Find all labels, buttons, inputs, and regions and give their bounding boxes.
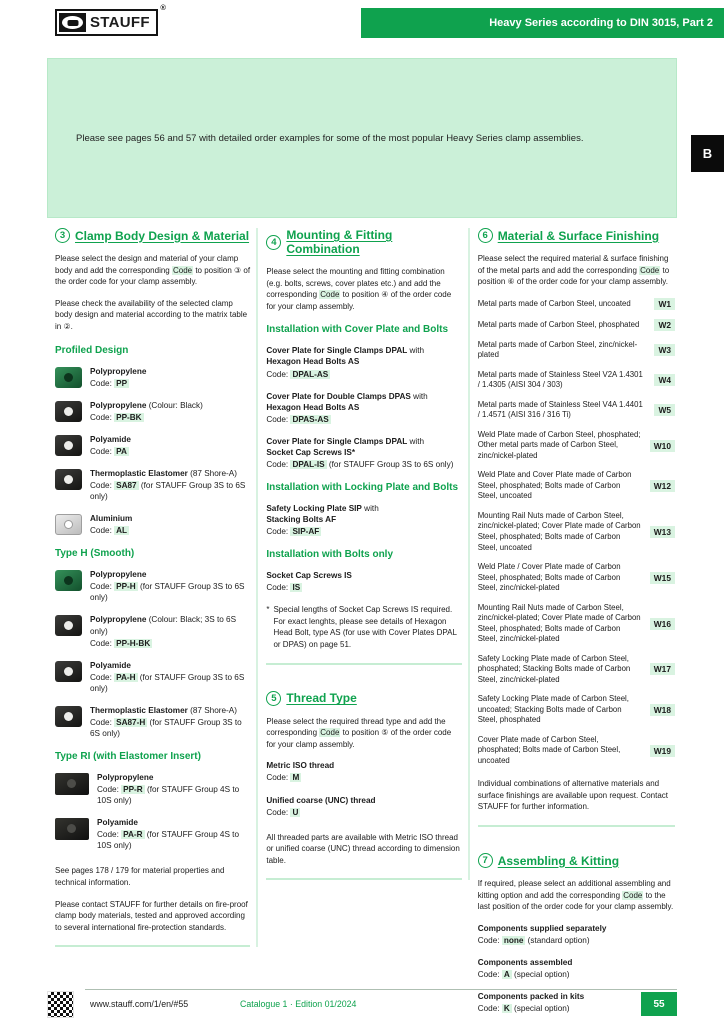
code-value: PP	[116, 378, 128, 388]
section-7-number: 7	[478, 853, 493, 868]
stauff-logo-mark-icon	[59, 13, 86, 32]
option-item	[478, 957, 675, 980]
item-name	[266, 570, 461, 581]
item-name-bold: Unified coarse (UNC) thread	[266, 795, 376, 805]
item-code-line: Code: AL	[90, 526, 128, 536]
finishing-code: W13	[650, 526, 675, 538]
code-highlight: Code	[320, 290, 340, 300]
code-highlight: Code	[640, 265, 660, 275]
clamp-icon	[55, 469, 82, 490]
item-name-bold: Hexagon Head Bolts AS	[266, 357, 360, 367]
item-name	[266, 760, 461, 771]
code-value: SA87-H	[116, 717, 146, 727]
page-number-badge: 55	[641, 992, 677, 1016]
item-name-bold: Socket Cap Screws IS*	[266, 447, 356, 457]
clamp-icon	[55, 435, 82, 456]
code-value: PA	[116, 446, 127, 456]
item-name	[266, 447, 461, 458]
section-7-title: Assembling & Kitting	[497, 853, 620, 868]
finishing-description: Metal parts made of Carbon Steel, uncoated	[477, 298, 631, 308]
finishing-code: W3	[654, 344, 675, 356]
finishing-row	[478, 340, 675, 361]
column-finishing-kitting	[478, 228, 675, 1024]
item-code-line: Code: PP-H-BK	[90, 638, 151, 648]
option-item	[478, 923, 675, 946]
item-code-line: Code: PP-BK	[90, 412, 142, 422]
section-5-header	[266, 691, 461, 706]
code-value: U	[292, 807, 299, 817]
code-highlight: Code	[172, 265, 193, 275]
code-value: SA87	[116, 481, 137, 490]
finishing-table	[478, 298, 675, 767]
material-item	[55, 366, 250, 389]
fitting-groups	[266, 324, 461, 593]
item-name	[90, 660, 250, 671]
section-3-number: 3	[55, 228, 70, 243]
item-code-line: Code: SA87 (for STAUFF Group 3S to 6S only)	[90, 481, 246, 502]
item-code-line: Code: SA87-H (for STAUFF Group 3S to 6S only)	[90, 717, 242, 738]
item-name-bold: Polypropylene	[90, 615, 147, 625]
section-4-number: 4	[266, 235, 281, 250]
fitting-item	[266, 503, 461, 537]
material-item-text	[97, 817, 250, 851]
item-name-bold: Components packed in kits	[477, 992, 585, 1002]
finishing-row	[478, 370, 675, 391]
option-item	[266, 795, 461, 818]
finishing-description: Metal parts made of Stainless Steel V4A 1.4401 / 1.4571 (AISI 316 / 316 Ti)	[477, 399, 643, 420]
finishing-row	[478, 562, 675, 594]
footnote-mark: *	[266, 605, 270, 615]
finishing-code: W17	[650, 663, 675, 675]
finishing-code: W10	[650, 440, 675, 452]
group-heading: Installation with Bolts only	[266, 549, 394, 561]
section-4-title: Mounting & Fitting Combination	[286, 228, 393, 256]
finishing-code: W5	[654, 404, 675, 416]
clamp-hole	[64, 407, 73, 416]
finishing-row	[478, 654, 675, 686]
clamp-icon	[55, 570, 82, 591]
finishing-row	[478, 603, 675, 645]
page-title-banner: Heavy Series according to DIN 3015, Part 2	[361, 8, 724, 38]
item-code-line: Code: U	[266, 807, 299, 817]
section-6-intro: Please select the required material & surface finishing of the metal parts and add the corresponding Code to position ⑥ of the order code for your clamp assembly.	[477, 254, 670, 287]
fitting-item	[266, 570, 461, 593]
qr-code	[47, 991, 74, 1018]
material-item-text	[90, 400, 203, 423]
item-name	[90, 513, 132, 524]
code-value: M	[292, 773, 300, 783]
column-mounting-thread	[266, 228, 469, 880]
clamp-icon	[55, 401, 82, 422]
item-name	[478, 923, 675, 934]
finishing-code: W19	[650, 745, 675, 757]
group-heading: Installation with Locking Plate and Bolts	[266, 481, 459, 493]
clamp-icon	[55, 367, 82, 388]
material-item	[55, 660, 250, 694]
finishing-description: Mounting Rail Nuts made of Carbon Steel, zinc/nickel-plated; Cover Plate made of Carbon Steel, phosphated; Bolts made of Carbon Steel, zinc/nickel-plated	[477, 602, 641, 644]
item-name	[266, 356, 461, 367]
stauff-logo-text: STAUFF	[90, 14, 150, 31]
item-code-line: Code: SIP-AF	[266, 527, 320, 537]
finishing-row	[478, 430, 675, 462]
item-name	[90, 434, 131, 445]
group-heading: Installation with Cover Plate and Bolts	[266, 324, 449, 336]
item-code-line: Code: DPAL-AS	[266, 369, 329, 379]
section-6-header	[478, 228, 675, 243]
finishing-code: W1	[654, 298, 675, 310]
clamp-hole	[64, 712, 73, 721]
item-name-bold: Aluminium	[90, 514, 133, 524]
option-item	[266, 760, 461, 783]
item-name	[97, 817, 250, 828]
group-heading: Profiled Design	[55, 344, 129, 356]
code-highlight: Code	[623, 890, 643, 900]
finishing-row	[478, 319, 675, 331]
material-item-text	[90, 569, 250, 603]
finishing-description: Weld Plate and Cover Plate made of Carbon Steel, phosphated; Bolts made of Carbon Steel, uncoated	[477, 470, 632, 501]
clamp-hole	[64, 621, 73, 630]
item-code-line: Code: PP	[90, 378, 128, 388]
footer-catalogue-edition: Catalogue 1 · Edition 01/2024	[240, 999, 357, 1009]
finishing-row	[478, 298, 675, 310]
notice-text: Please see pages 56 and 57 with detailed order examples for some of the most popular Heavy Series clamp assemblies.	[76, 132, 584, 144]
footnote-text: Special lengths of Socket Cap Screws IS required. For exact lenghts, please see details of Hexagon Head Bolt, type AS (for use with Cover Plates DPAL or DPAS) on page 51.	[273, 605, 457, 650]
item-name-bold: Thermoplastic Elastomer	[90, 705, 188, 715]
finishing-code: W12	[650, 480, 675, 492]
item-name: Polypropylene (Colour: Black)	[90, 400, 203, 410]
clamp-icon	[55, 773, 89, 795]
code-value: AL	[116, 526, 128, 536]
material-item	[55, 400, 250, 423]
item-code-line: Code: A (special option)	[477, 970, 570, 980]
item-name-bold: Cover Plate for Single Clamps DPAL	[266, 436, 408, 446]
item-code-line: Code: PP-H (for STAUFF Group 3S to 6S only)	[90, 582, 245, 603]
finishing-description: Weld Plate made of Carbon Steel, phosphated; Other metal parts made of Carbon Steel, zinc/nickel-plated	[477, 429, 641, 460]
finishing-code: W15	[650, 572, 675, 584]
material-item-text	[90, 513, 132, 536]
clamp-hole	[64, 667, 73, 676]
finishing-code: W18	[650, 704, 675, 716]
item-name: Cover Plate for Double Clamps DPAS with	[266, 391, 428, 401]
item-name: Cover Plate for Single Clamps DPAL with	[266, 346, 425, 356]
item-name	[266, 402, 461, 413]
item-name: Cover Plate for Single Clamps DPAL with	[266, 436, 425, 446]
item-code-line: Code: PA	[90, 446, 127, 456]
content-columns	[55, 228, 675, 1024]
material-item-text	[90, 660, 250, 694]
section-4-header	[266, 228, 461, 256]
item-name-bold: Cover Plate for Single Clamps DPAL	[266, 346, 408, 356]
material-item-text	[90, 434, 131, 457]
item-name: Safety Locking Plate SIP with	[266, 503, 379, 513]
item-name-bold: Socket Cap Screws IS	[266, 571, 352, 581]
group-heading: Type RI (with Elastomer Insert)	[55, 751, 201, 762]
item-name	[266, 795, 461, 806]
section-5-title: Thread Type	[286, 691, 357, 706]
item-code-line: Code: DPAS-AS	[266, 414, 329, 424]
section-3-header	[55, 228, 250, 243]
section-5-note: All threaded parts are available with Metric ISO thread or unified coarse (UNC) thread according to dimension table.	[266, 832, 460, 865]
finishing-code: W4	[654, 374, 675, 386]
material-item	[55, 434, 250, 457]
item-name-bold: Polyamide	[90, 660, 131, 670]
code-value: PA-H	[116, 672, 136, 682]
material-item	[55, 772, 250, 806]
section-gap	[478, 827, 675, 853]
item-code-line: Code: PP-R (for STAUFF Group 4S to 10S only)	[97, 785, 240, 806]
section-3-intro-2: Please check the availability of the selected clamp body design and material according to the matrix table in ②.	[55, 298, 248, 331]
code-value: K	[503, 1004, 510, 1014]
item-name-bold: Polypropylene	[97, 773, 154, 782]
finishing-description: Safety Locking Plate made of Carbon Steel, phosphated; Stacking Bolts made of Carbon Steel, zinc/nickel-plated	[477, 653, 631, 684]
finishing-code: W2	[654, 319, 675, 331]
section-4-footnote	[266, 604, 461, 650]
item-name-bold: Hexagon Head Bolts AS	[266, 402, 360, 412]
section-7-intro: If required, please select an additional assembling and kitting option and add the corresponding Code to the last position of the order code for your clamp assembly.	[477, 879, 674, 912]
section-gap	[266, 665, 461, 691]
code-value: PA-R	[123, 830, 143, 840]
section-3-note-1: See pages 178 / 179 for material properties and technical information.	[55, 866, 225, 887]
finishing-row	[478, 470, 675, 502]
material-item-text	[90, 366, 146, 389]
section-6-title: Material & Surface Finishing	[497, 228, 660, 243]
code-value: DPAS-AS	[292, 414, 329, 424]
finishing-description: Metal parts made of Carbon Steel, phosphated	[477, 319, 640, 329]
section-divider	[266, 878, 461, 880]
chapter-tab: B	[691, 135, 724, 172]
section-6-number: 6	[478, 228, 493, 243]
item-name-bold: Components supplied separately	[477, 923, 607, 933]
section-3-note-2: Please contact STAUFF for further details on fire-proof clamp body materials, tested and approved according to several international fire-protection standards.	[55, 899, 248, 932]
section-5-number: 5	[266, 691, 281, 706]
stauff-logo	[55, 3, 166, 36]
item-name-bold: Cover Plate for Double Clamps DPAS	[266, 391, 411, 401]
section-5-intro: Please select the required thread type and add the corresponding Code to position ⑤ of the order code for your clamp assembly.	[266, 716, 452, 749]
item-name	[266, 514, 461, 525]
clamp-hole	[64, 576, 73, 585]
clamp-hole	[64, 441, 73, 450]
material-item-text	[90, 614, 250, 648]
section-7-header	[478, 853, 675, 868]
item-name-bold: Metric ISO thread	[266, 761, 335, 771]
material-item	[55, 468, 250, 502]
item-name-bold: Components assembled	[477, 957, 573, 967]
finishing-description: Safety Locking Plate made of Carbon Steel, uncoated; Stacking Bolts made of Carbon Steel, phosphated	[477, 694, 629, 725]
material-item	[55, 614, 250, 648]
code-value: DPAL-AS	[292, 369, 329, 379]
fitting-item	[266, 436, 461, 470]
item-name-bold: Polyamide	[90, 434, 131, 444]
material-item-text	[90, 468, 250, 502]
clamp-hole	[67, 824, 76, 833]
finishing-row	[478, 735, 675, 767]
finishing-code: W16	[650, 618, 675, 630]
item-name: Thermoplastic Elastomer (87 Shore-A)	[90, 705, 237, 715]
section-4-intro: Please select the mounting and fitting combination (e.g. bolts, screws, cover plates etc.) and add the corresponding Code to position ④ of the order code for your clamp assembly.	[266, 267, 452, 311]
footer-rule	[85, 989, 677, 990]
clamp-icon	[55, 514, 82, 535]
material-item	[55, 569, 250, 603]
code-value: IS	[292, 583, 301, 593]
fitting-item	[266, 391, 461, 425]
item-name-bold: Thermoplastic Elastomer	[90, 468, 188, 478]
section-divider	[55, 945, 250, 947]
finishing-description: Cover Plate made of Carbon Steel, phosphated; Bolts made of Carbon Steel, uncoated	[477, 734, 621, 765]
footer-url-link[interactable]: www.stauff.com/1/en/#55	[90, 999, 189, 1009]
item-name-bold: Polypropylene	[90, 570, 147, 580]
finishing-description: Weld Plate / Cover Plate made of Carbon Steel, phosphated; Bolts made of Carbon Steel, zinc/nickel-plated	[477, 562, 621, 593]
finishing-description: Mounting Rail Nuts made of Carbon Steel, zinc/nickel-plated; Cover Plate made of Carbon Steel, phosphated; Bolts made of Carbon Steel, uncoated	[477, 510, 641, 552]
clamp-hole	[64, 475, 73, 484]
code-value: PP-H-BK	[116, 638, 151, 648]
clamp-icon	[55, 706, 82, 727]
item-name-bold: Polypropylene	[90, 366, 147, 376]
material-groups	[55, 345, 250, 852]
clamp-hole	[64, 373, 73, 382]
group-heading: Type H (Smooth)	[55, 548, 135, 560]
code-value: PP-BK	[116, 412, 142, 422]
item-name-bold: Polyamide	[97, 818, 138, 828]
clamp-hole	[64, 520, 73, 529]
code-value: PP-R	[123, 785, 143, 795]
fitting-item	[266, 345, 461, 379]
material-item	[55, 705, 250, 739]
item-name	[90, 366, 146, 377]
material-item-text	[90, 705, 250, 739]
item-name-bold: Stacking Bolts AF	[266, 515, 337, 524]
clamp-icon	[55, 615, 82, 636]
section-3-title: Clamp Body Design & Material	[75, 228, 250, 243]
thread-options	[266, 760, 461, 817]
finishing-description: Metal parts made of Stainless Steel V2A 1.4301 / 1.4305 (AISI 304 / 303)	[477, 369, 643, 390]
item-code-line: Code: IS	[266, 583, 301, 593]
clamp-icon	[55, 661, 82, 682]
item-code-line: Code: none (standard option)	[477, 935, 590, 945]
item-code-line: Code: DPAL-IS (for STAUFF Group 3S to 6S only)	[266, 459, 454, 469]
item-name: Thermoplastic Elastomer (87 Shore-A)	[90, 468, 237, 478]
stauff-logo-box	[55, 3, 166, 36]
code-value: SIP-AF	[292, 527, 320, 537]
material-item-text	[97, 772, 250, 806]
clamp-icon	[55, 818, 89, 840]
section-6-note: Individual combinations of alternative materials and surface finishings are available upon request. Contact STAUFF for further information.	[477, 779, 669, 812]
item-code-line: Code: PA-R (for STAUFF Group 4S to 10S only)	[97, 830, 240, 851]
item-name-bold: Polypropylene	[90, 400, 147, 410]
finishing-row	[478, 511, 675, 553]
code-value: DPAL-IS	[292, 459, 325, 469]
registered-trademark-symbol: ®	[160, 3, 166, 12]
item-name	[90, 569, 250, 580]
item-code-line: Code: M	[266, 773, 300, 783]
finishing-description: Metal parts made of Carbon Steel, zinc/nickel-plated	[477, 339, 638, 360]
item-name-bold: Safety Locking Plate SIP	[266, 503, 362, 513]
item-name: Polypropylene (Colour: Black; 3S to 6S only)	[90, 615, 237, 636]
finishing-row	[478, 400, 675, 421]
column-clamp-body	[55, 228, 258, 947]
item-name	[478, 957, 675, 968]
code-value: A	[503, 970, 510, 980]
item-name	[97, 772, 250, 783]
code-value: none	[503, 935, 524, 945]
item-code-line: Code: K (special option)	[477, 1004, 570, 1014]
material-item	[55, 817, 250, 851]
code-value: PP-H	[116, 582, 136, 592]
notice-box	[47, 58, 677, 218]
material-item	[55, 513, 250, 536]
item-code-line: Code: PA-H (for STAUFF Group 3S to 6S only)	[90, 672, 245, 693]
clamp-hole	[67, 779, 76, 788]
section-3-intro-1: Please select the design and material of your clamp body and add the corresponding Code to position ③ of the order code for your clamp assembly.	[55, 254, 251, 287]
finishing-row	[478, 694, 675, 726]
code-highlight: Code	[320, 728, 340, 738]
